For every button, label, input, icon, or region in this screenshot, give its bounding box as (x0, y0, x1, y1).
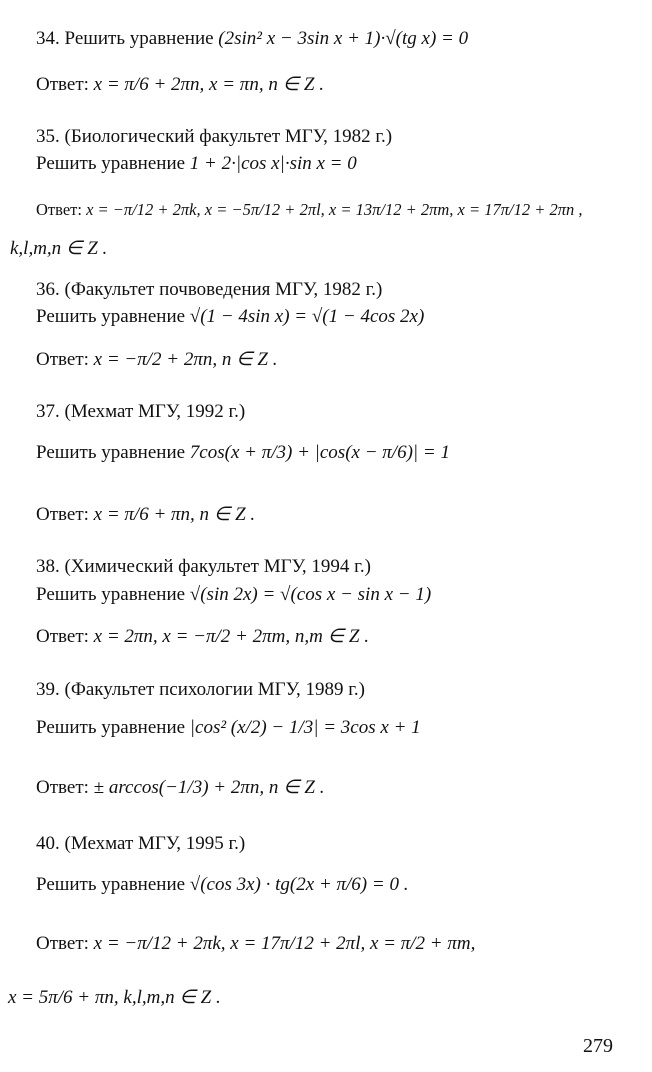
answer-label: Ответ: (36, 504, 89, 525)
problem-40-answer-value: x = −π/12 + 2πk, x = 17π/12 + 2πl, x = π/2 + πm, (93, 933, 476, 954)
problem-37-statement (36, 441, 450, 465)
problem-38-statement (36, 583, 431, 607)
problem-38-equation: √(sin 2x) = √(cos x − sin x − 1) (189, 584, 432, 605)
problem-40-answer-continuation: x = 5π/6 + πn, k,l,m,n ∈ Z . (8, 987, 221, 1008)
problem-35-title: 35. (Биологический факультет МГУ, 1982 г.) (36, 126, 393, 147)
problem-40-equation: √(cos 3x) · tg(2x + π/6) = 0 . (189, 874, 409, 895)
problem-35-statement (36, 152, 357, 176)
problem-39-answer-value: ± arccos(−1/3) + 2πn, n ∈ Z . (93, 777, 325, 798)
problem-37-prompt: Решить уравнение (36, 442, 186, 463)
problem-34-equation: (2sin² x − 3sin x + 1)·√(tg x) = 0 (218, 28, 469, 49)
answer-label: Ответ: (36, 349, 89, 370)
problem-35-prompt: Решить уравнение (36, 153, 186, 174)
problem-36-equation: √(1 − 4sin x) = √(1 − 4cos 2x) (189, 306, 425, 327)
problem-35-answer-continuation: k,l,m,n ∈ Z . (10, 238, 108, 259)
problem-39-answer (36, 776, 325, 800)
problem-36-answer-value: x = −π/2 + 2πn, n ∈ Z . (93, 349, 278, 370)
problem-34-answer-value: x = π/6 + 2πn, x = πn, n ∈ Z . (93, 74, 324, 95)
problem-39-prompt: Решить уравнение (36, 717, 186, 738)
problem-37-equation: 7cos(x + π/3) + |cos(x − π/6)| = 1 (189, 442, 450, 463)
problem-34-title: 34. Решить уравнение (36, 28, 214, 49)
problem-38-prompt: Решить уравнение (36, 584, 186, 605)
problem-39-title: 39. (Факультет психологии МГУ, 1989 г.) (36, 679, 365, 700)
answer-label: Ответ: (36, 933, 89, 954)
answer-label: Ответ: (36, 777, 89, 798)
problem-36-answer (36, 348, 278, 372)
problem-36-prompt: Решить уравнение (36, 306, 186, 327)
problem-38-title: 38. (Химический факультет МГУ, 1994 г.) (36, 556, 371, 577)
problem-35-answer-value: x = −π/12 + 2πk, x = −5π/12 + 2πl, x = 13π/12 + 2πm, x = 17π/12 + 2πn , (86, 200, 583, 219)
problem-40-statement (36, 873, 408, 897)
problem-35-answer (36, 198, 583, 222)
problem-35-equation: 1 + 2·|cos x|·sin x = 0 (189, 153, 357, 174)
problem-38-answer (36, 625, 369, 649)
page-number: 279 (583, 1035, 613, 1057)
problem-38-answer-value: x = 2πn, x = −π/2 + 2πm, n,m ∈ Z . (93, 626, 369, 647)
problem-36-title: 36. (Факультет почвоведения МГУ, 1982 г.) (36, 279, 383, 300)
problem-34-answer (36, 73, 324, 97)
answer-label: Ответ: (36, 200, 82, 219)
problem-40-title: 40. (Мехмат МГУ, 1995 г.) (36, 833, 246, 854)
problem-39-statement (36, 716, 421, 740)
problem-39-equation: |cos² (x/2) − 1/3| = 3cos x + 1 (189, 717, 421, 738)
problem-34-statement (36, 27, 468, 51)
problem-40-prompt: Решить уравнение (36, 874, 186, 895)
problem-37-answer-value: x = π/6 + πn, n ∈ Z . (93, 504, 256, 525)
problem-37-title: 37. (Мехмат МГУ, 1992 г.) (36, 401, 246, 422)
answer-label: Ответ: (36, 74, 89, 95)
answer-label: Ответ: (36, 626, 89, 647)
problem-40-answer (36, 932, 475, 956)
problem-37-answer (36, 503, 255, 527)
problem-36-statement (36, 305, 424, 329)
